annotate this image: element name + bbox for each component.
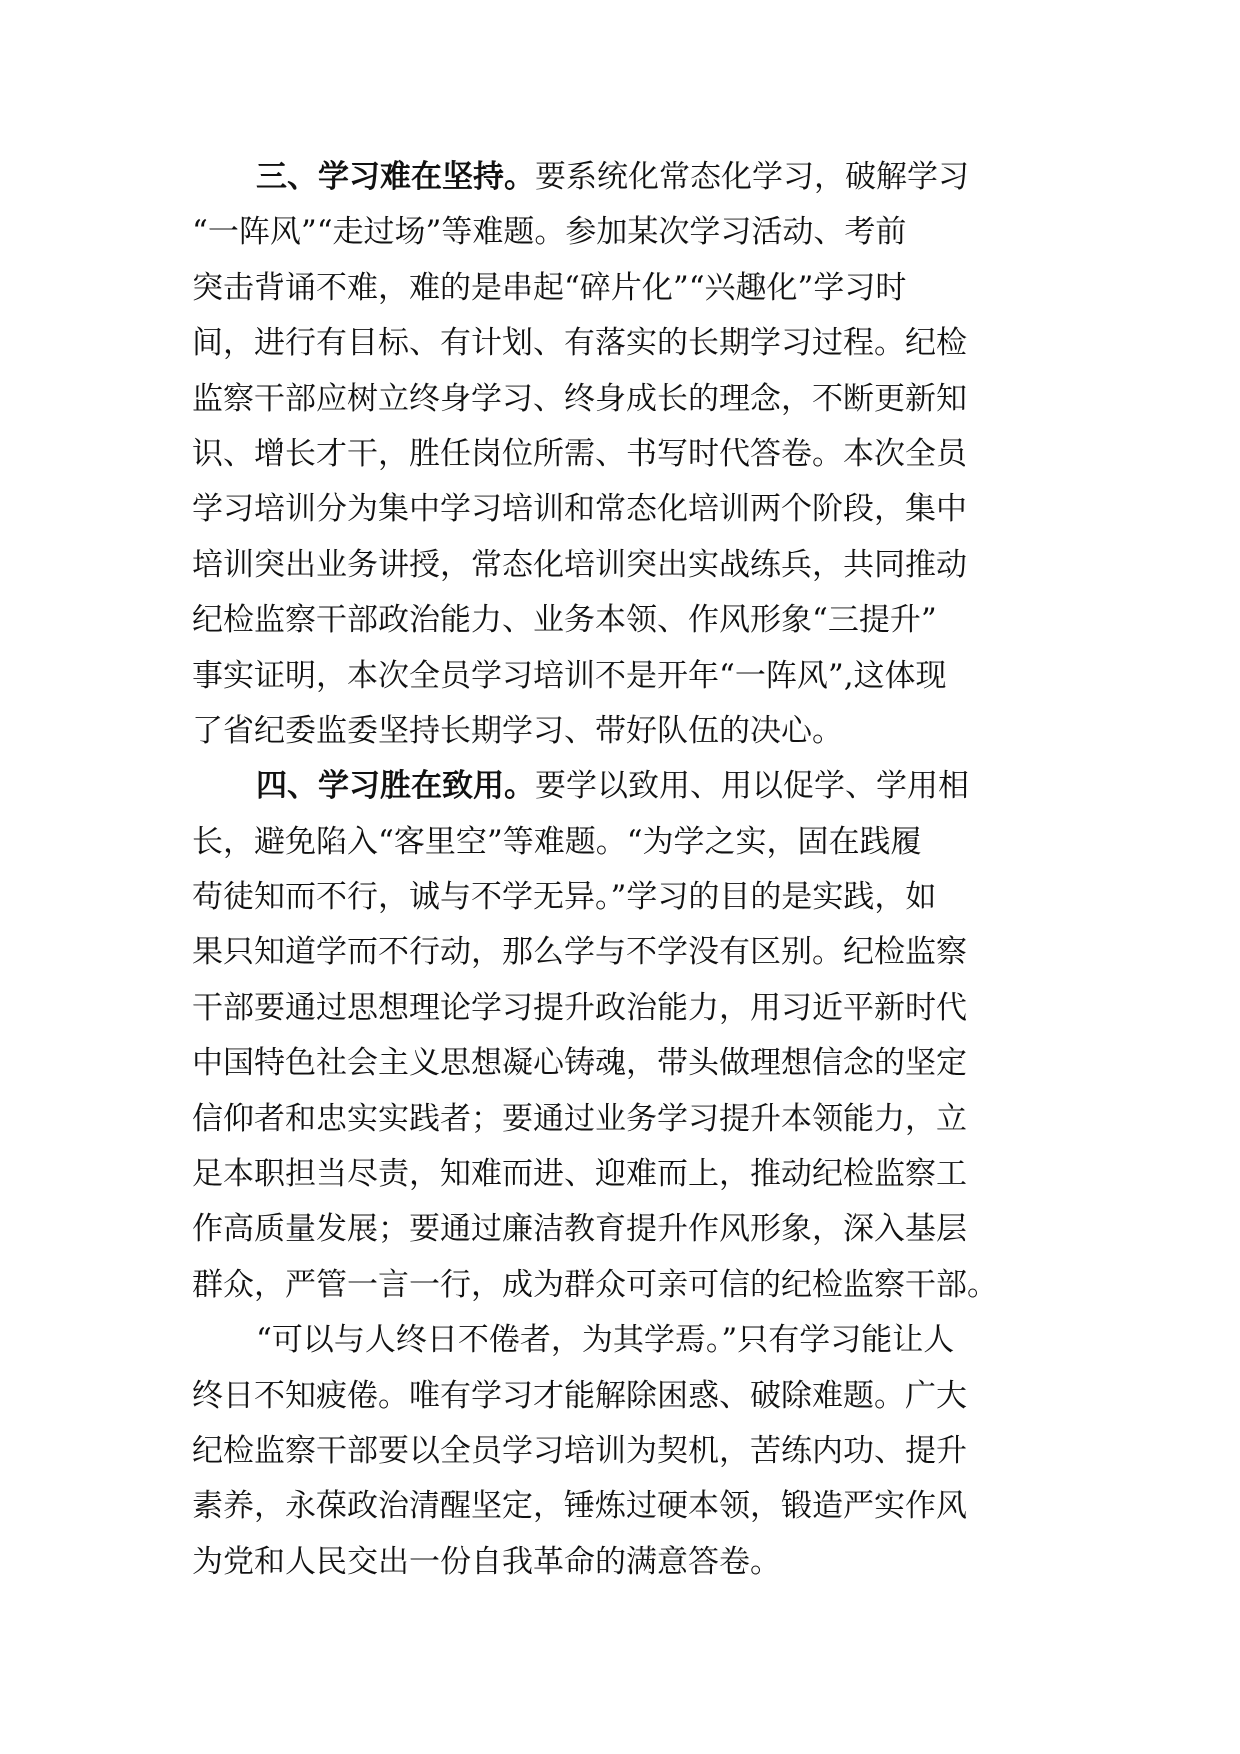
text-line: 作高质量发展；要通过廉洁教育提升作风形象，深入基层 — [192, 1211, 967, 1248]
text-line: 纪检监察干部政治能力、业务本领、作风形象“三提升” — [192, 602, 937, 639]
text-line: “一阵风”“走过场”等难题。参加某次学习活动、考前 — [192, 214, 907, 251]
text-line: “可以与人终日不倦者，为其学焉。”只有学习能让人 — [256, 1322, 955, 1359]
text-line: 纪检监察干部要以全员学习培训为契机，苦练内功、提升 — [192, 1432, 967, 1469]
line-text: 要学以致用、用以促学、学用相 — [535, 768, 969, 805]
document-body — [192, 150, 1052, 1590]
paragraph-conclusion — [192, 1313, 1052, 1590]
text-line: 了省纪委监委坚持长期学习、带好队伍的决心。 — [192, 712, 843, 749]
text-line: 果只知道学而不行动，那么学与不学没有区别。纪检监察 — [192, 934, 967, 971]
text-line: 培训突出业务讲授，常态化培训突出实战练兵，共同推动 — [192, 546, 967, 583]
paragraph-application — [192, 759, 1052, 1313]
text-line: 事实证明，本次全员学习培训不是开年“一阵风”,这体现 — [192, 657, 947, 694]
text-line: 群众，严管一言一行，成为群众可亲可信的纪检监察干部。 — [192, 1266, 998, 1303]
text-line: 为党和人民交出一份自我革命的满意答卷。 — [192, 1543, 781, 1580]
text-line: 学习培训分为集中学习培训和常态化培训两个阶段，集中 — [192, 491, 967, 528]
text-line: 苟徒知而不行，诚与不学无异。”学习的目的是实践，如 — [192, 879, 937, 916]
text-line: 突击背诵不难，难的是串起“碎片化”“兴趣化”学习时 — [192, 269, 907, 306]
text-line: 干部要通过思想理论学习提升政治能力，用习近平新时代 — [192, 989, 967, 1026]
text-line: 信仰者和忠实实践者；要通过业务学习提升本领能力，立 — [192, 1100, 967, 1137]
paragraph-persistence — [192, 150, 1052, 759]
text-line: 间，进行有目标、有计划、有落实的长期学习过程。纪检 — [192, 325, 967, 362]
text-line — [192, 759, 1052, 814]
text-line — [192, 150, 1052, 205]
text-line: 监察干部应树立终身学习、终身成长的理念，不断更新知 — [192, 380, 967, 417]
section-heading: 三、学习难在坚持。 — [256, 159, 535, 195]
text-line: 终日不知疲倦。唯有学习才能解除困惑、破除难题。广大 — [192, 1377, 967, 1414]
text-line: 足本职担当尽责，知难而进、迎难而上，推动纪检监察工 — [192, 1156, 967, 1193]
line-text: 要系统化常态化学习，破解学习 — [535, 159, 969, 195]
text-line: 素养，永葆政治清醒坚定，锤炼过硬本领，锻造严实作风 — [192, 1488, 967, 1525]
text-line: 长，避免陷入“客里空”等难题。“为学之实，固在践履 — [192, 823, 922, 860]
text-line: 中国特色社会主义思想凝心铸魂，带头做理想信念的坚定 — [192, 1045, 967, 1082]
section-heading: 四、学习胜在致用。 — [256, 768, 535, 805]
text-line: 识、增长才干，胜任岗位所需、书写时代答卷。本次全员 — [192, 435, 967, 472]
